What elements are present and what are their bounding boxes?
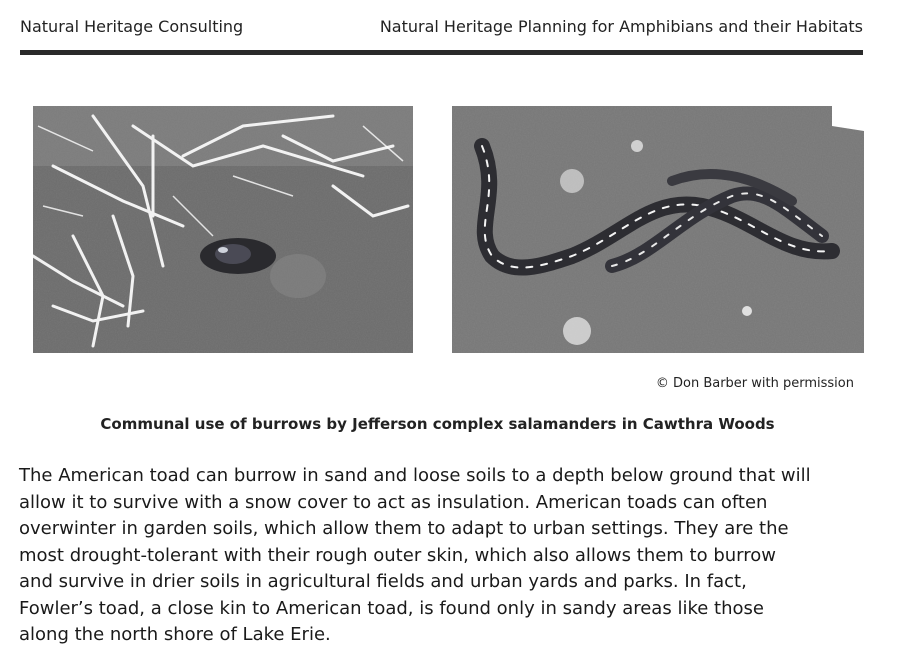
photo-credit: © Don Barber with permission (655, 376, 854, 391)
body-line: The American toad can burrow in sand and loose soils to a depth below ground that will (19, 465, 811, 486)
header-divider (20, 50, 863, 55)
body-line: along the north shore of Lake Erie. (19, 624, 331, 645)
header-right-title: Natural Heritage Planning for Amphibians and their Habitats (379, 17, 863, 36)
body-line: overwinter in garden soils, which allow them to adapt to urban settings. They are the (19, 518, 789, 539)
salamander-burrow-photo (452, 106, 864, 353)
toad-in-burrow-photo-icon (33, 106, 413, 353)
header-left-title: Natural Heritage Consulting (20, 17, 244, 36)
salamanders-in-burrow-photo-icon (452, 106, 864, 353)
toad-burrow-photo (33, 106, 413, 353)
body-line: and survive in drier soils in agricultural fields and urban yards and parks. In fact, (19, 571, 747, 592)
body-line: allow it to survive with a snow cover to act as insulation. American toads can often (19, 491, 768, 513)
body-line: most drought-tolerant with their rough outer skin, which also allows them to burrow (19, 544, 777, 566)
photo-caption: Communal use of burrows by Jefferson complex salamanders in Cawthra Woods (100, 415, 775, 433)
body-paragraph (19, 463, 864, 649)
body-line: Fowler’s toad, a close kin to American toad, is found only in sandy areas like those (19, 597, 764, 619)
